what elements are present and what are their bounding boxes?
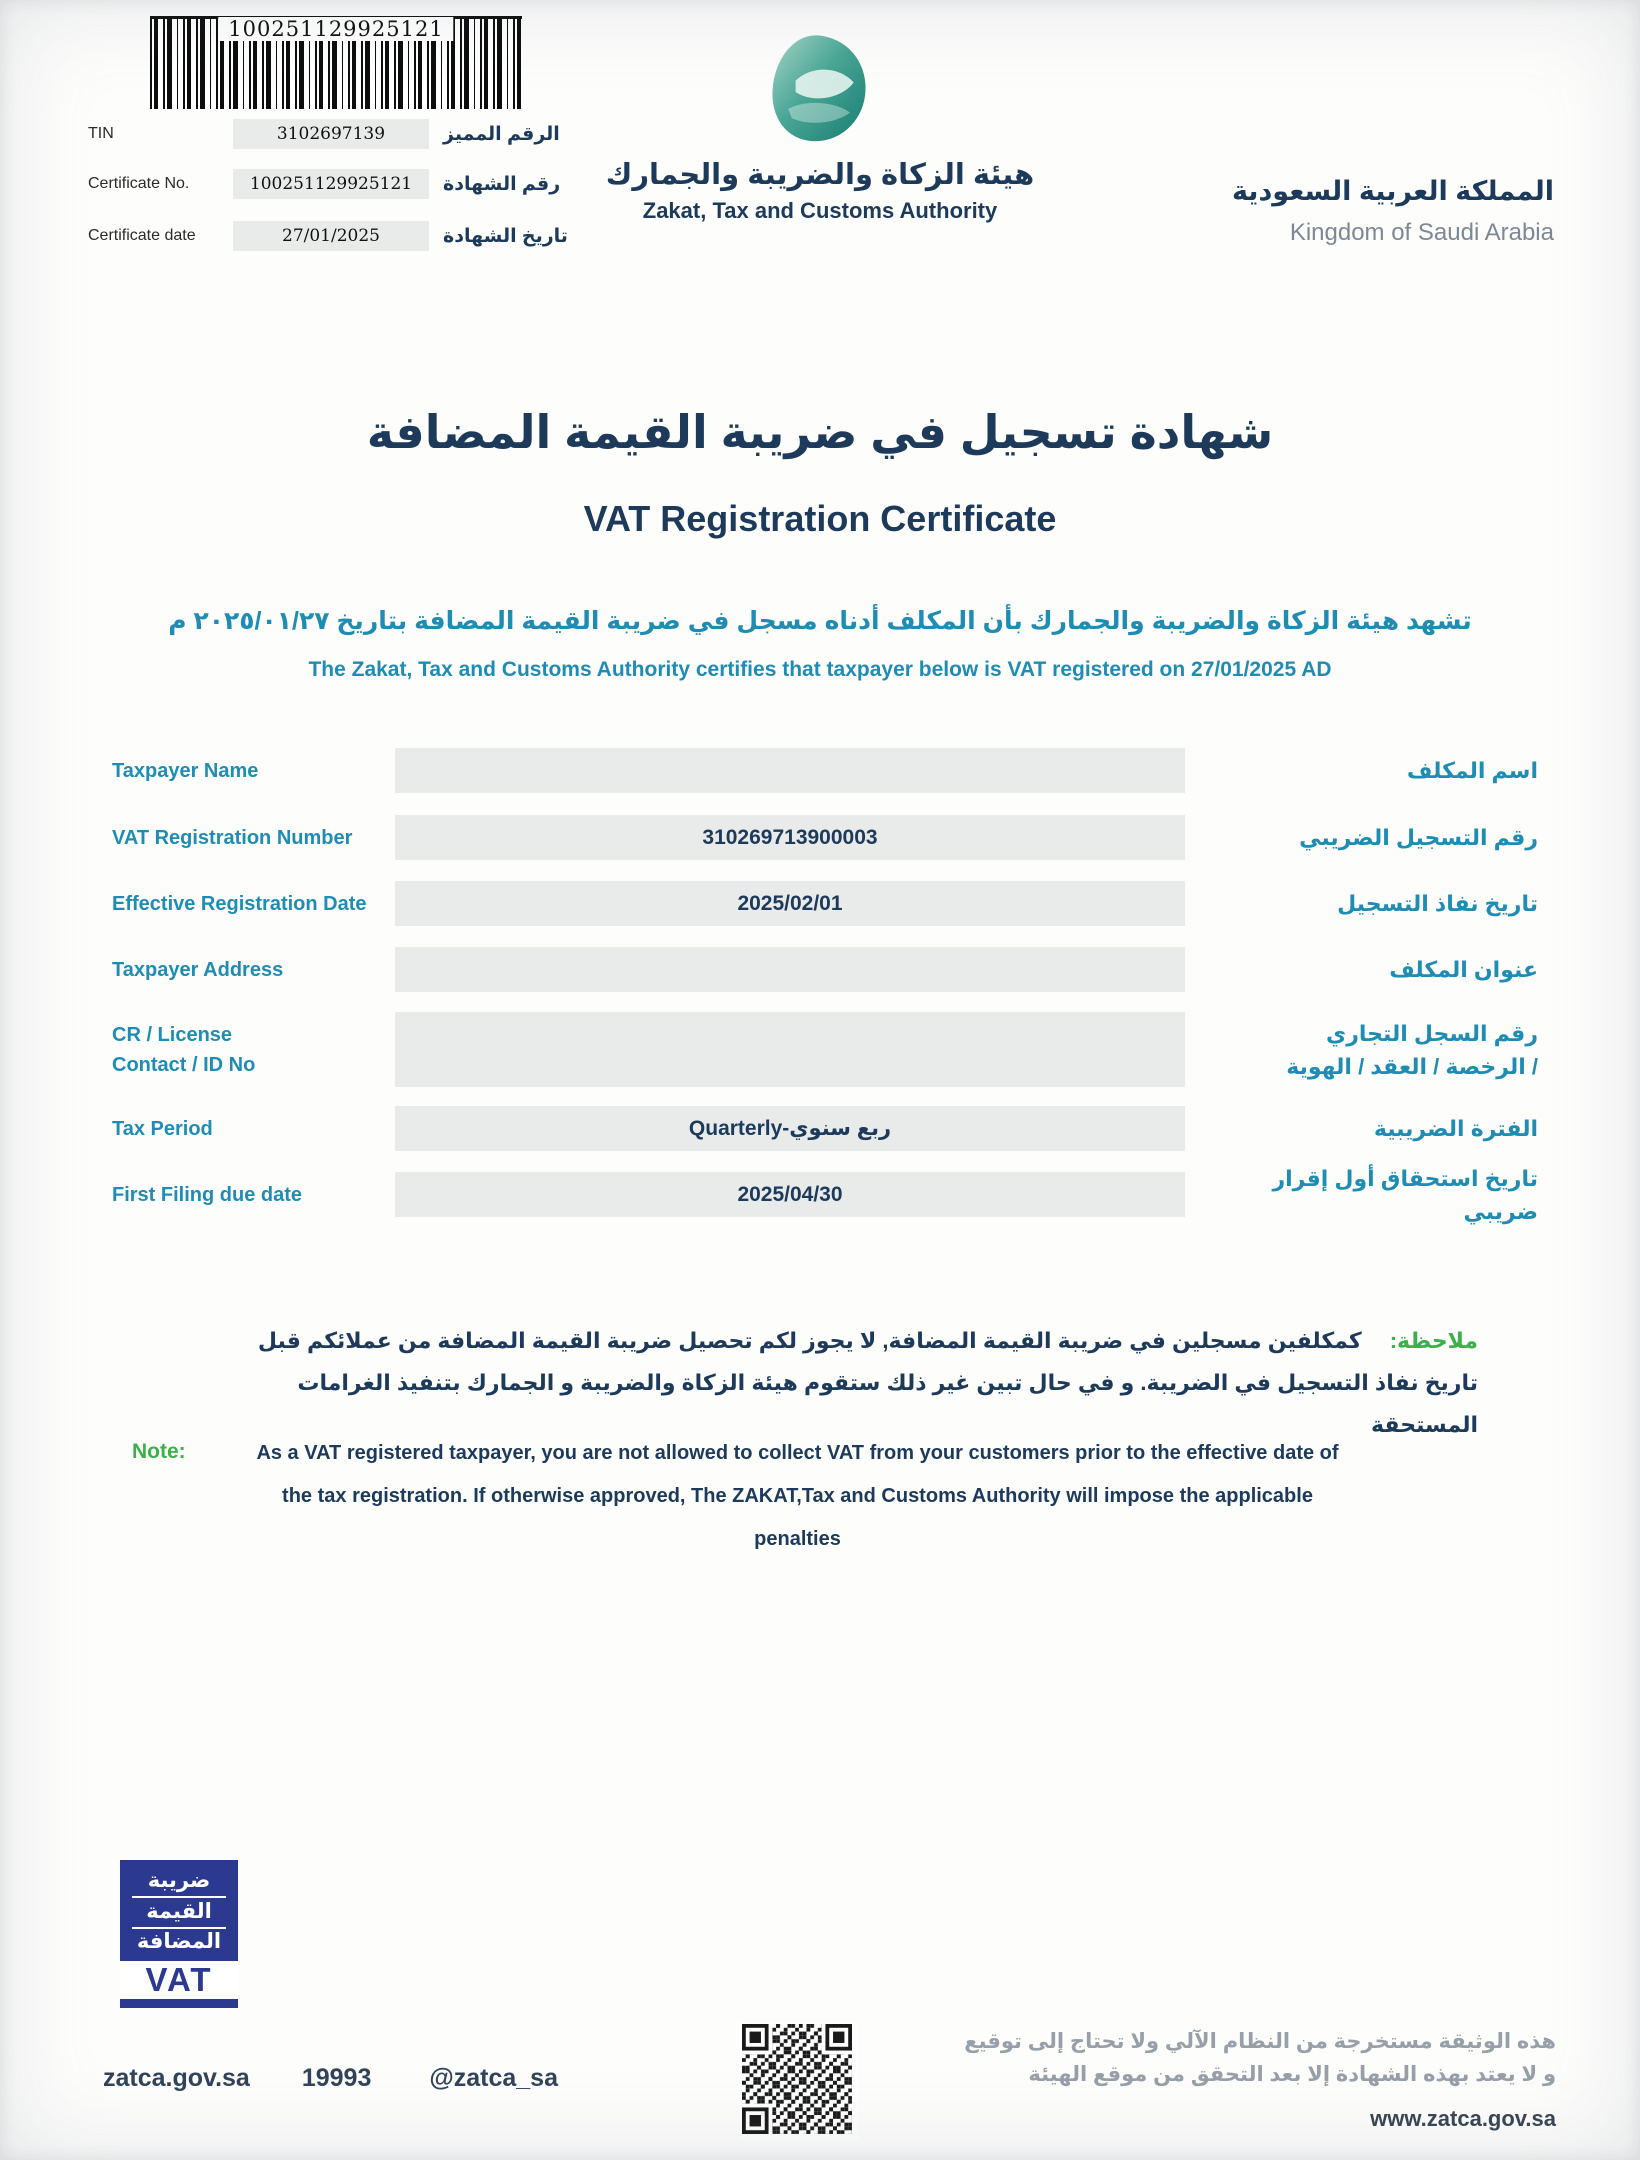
footer-contacts xyxy=(103,2064,558,2093)
field-label-ar-line1: رقم التسجيل الضريبي xyxy=(1299,825,1538,850)
certification-statement-ar: تشهد هيئة الزكاة والضريبة والجمارك بأن المكلف أدناه مسجل في ضريبة القيمة المضافة بتاريخ ٢٠٢٥/٠١/٢٧ م xyxy=(168,607,1472,635)
field-row-effective-date xyxy=(0,881,1640,926)
qr-code-icon xyxy=(742,2024,852,2134)
note-text-en: As a VAT registered taxpayer, you are not allowed to collect VAT from your customers prior to the effective date of the tax registration. If otherwise approved, The ZAKAT,Tax and Customs Authority will impose the applicable penalties xyxy=(256,1442,1339,1550)
certificate-no-label-en: Certificate No. xyxy=(88,175,190,192)
note-text-ar: كمكلفين مسجلين في ضريبة القيمة المضافة, لا يجوز لكم تحصيل ضريبة القيمة المضافة من عملائكم قبل تاريخ نفاذ التسجيل في الضريبة. و في حال تبين غير ذلك ستقوم هيئة الزكاة والضريبة و الجمارك بتنفيذ الغرامات المستحقة xyxy=(257,1328,1478,1437)
field-label-en-line1: CR / License xyxy=(112,1023,233,1046)
authority-name-en: Zakat, Tax and Customs Authority xyxy=(642,198,998,223)
vat-badge-line1: ضريبة xyxy=(132,1868,226,1898)
field-label-ar xyxy=(1200,1106,1538,1151)
zatca-logo-block xyxy=(540,30,1100,224)
field-label-ar xyxy=(1200,1012,1538,1087)
vat-badge-line2: القيمة xyxy=(132,1899,226,1929)
field-value xyxy=(395,1012,1185,1087)
field-label-en xyxy=(112,947,387,992)
field-label-en xyxy=(112,1012,387,1087)
certificate-date-row xyxy=(88,220,568,252)
certificate-date-value: 27/01/2025 xyxy=(233,221,429,251)
barcode-number: 100251129925121 xyxy=(218,17,453,41)
field-row-taxpayer-address xyxy=(0,947,1640,992)
vat-badge-line3: المضافة xyxy=(136,1929,222,1953)
field-value xyxy=(395,748,1185,793)
note-arabic xyxy=(210,1320,1478,1445)
field-label-ar xyxy=(1200,1165,1538,1224)
footer-site: zatca.gov.sa xyxy=(103,2064,250,2092)
field-label-en-line1: Taxpayer Address xyxy=(112,958,284,981)
field-label-ar xyxy=(1200,748,1538,793)
field-label-en-line1: First Filing due date xyxy=(112,1183,303,1206)
field-label-ar-line1: عنوان المكلف xyxy=(1389,957,1538,982)
field-row-cr-license xyxy=(0,1012,1640,1087)
field-row-vat-number xyxy=(0,815,1640,860)
kingdom-name-ar: المملكة العربية السعودية xyxy=(1231,176,1554,206)
field-label-ar-line1: الفترة الضريبية xyxy=(1373,1116,1538,1141)
certificate-date-label-en: Certificate date xyxy=(88,227,196,244)
note-label-ar: ملاحظة: xyxy=(1389,1328,1478,1353)
tin-row xyxy=(88,118,560,150)
disclaimer-arabic xyxy=(964,2026,1556,2091)
certificate-date-label-ar: تاريخ الشهادة xyxy=(443,225,568,247)
certificate-title-en: VAT Registration Certificate xyxy=(583,498,1057,539)
field-label-en-line1: Tax Period xyxy=(112,1117,213,1140)
qr-finder-bottom-left xyxy=(742,2104,772,2134)
field-label-ar-line2: / الرخصة / العقد / الهوية xyxy=(1286,1053,1538,1079)
footer-social-handle: @zatca_sa xyxy=(429,2064,558,2092)
field-label-ar xyxy=(1200,881,1538,926)
note-label-en: Note: xyxy=(132,1440,186,1463)
vat-badge-icon xyxy=(120,1860,238,2008)
field-value: 310269713900003 xyxy=(395,815,1185,860)
field-value: 2025/02/01 xyxy=(395,881,1185,926)
field-label-en xyxy=(112,815,387,860)
kingdom-name-en: Kingdom of Saudi Arabia xyxy=(1289,219,1554,246)
field-label-ar-line1: اسم المكلف xyxy=(1406,758,1538,783)
field-label-ar-line1: رقم السجل التجاري xyxy=(1326,1020,1538,1046)
field-row-taxpayer-name xyxy=(0,748,1640,793)
field-label-en-line1: VAT Registration Number xyxy=(112,826,353,849)
field-label-en-line1: Effective Registration Date xyxy=(112,892,367,915)
field-label-ar-line2: ضريبي xyxy=(1463,1198,1538,1224)
certificate-title-ar: شهادة تسجيل في ضريبة القيمة المضافة xyxy=(366,406,1274,458)
certificate-no-label-ar: رقم الشهادة xyxy=(443,173,561,195)
barcode xyxy=(150,16,522,109)
field-label-en xyxy=(112,881,387,926)
field-row-tax-period xyxy=(0,1106,1640,1151)
field-value: 2025/04/30 xyxy=(395,1172,1185,1217)
qr-finder-top-left xyxy=(742,2024,772,2054)
footer-phone: 19993 xyxy=(301,2064,372,2092)
disclaimer-line1: هذه الوثيقة مستخرجة من النظام الآلي ولا تحتاج إلى توقيع xyxy=(964,2030,1556,2053)
qr-finder-top-right xyxy=(822,2024,852,2054)
vat-badge-arabic xyxy=(120,1860,238,1961)
field-label-en xyxy=(112,748,387,793)
field-label-en-line1: Taxpayer Name xyxy=(112,759,259,782)
certificate-no-row xyxy=(88,168,560,200)
field-label-en-line2: Contact / ID No xyxy=(112,1053,256,1076)
authority-name-ar: هيئة الزكاة والضريبة والجمارك xyxy=(605,159,1035,191)
field-label-en xyxy=(112,1106,387,1151)
zatca-leaf-logo-icon xyxy=(763,30,877,152)
field-label-ar xyxy=(1200,815,1538,860)
website-url: www.zatca.gov.sa xyxy=(1370,2106,1556,2131)
field-value: Quarterly-ربع سنوي xyxy=(395,1106,1185,1151)
certificate-no-value: 100251129925121 xyxy=(233,169,429,199)
field-label-en xyxy=(112,1172,387,1217)
field-label-ar xyxy=(1200,947,1538,992)
tin-label-en: TIN xyxy=(88,125,114,142)
certification-statement-en: The Zakat, Tax and Customs Authority certifies that taxpayer below is VAT registered on 27/01/2025 AD xyxy=(308,658,1332,681)
kingdom-block xyxy=(1232,176,1554,247)
field-value xyxy=(395,947,1185,992)
tin-label-ar: الرقم المميز xyxy=(443,123,560,145)
tin-value: 3102697139 xyxy=(233,119,429,149)
field-label-ar-line1: تاريخ استحقاق أول إقرار xyxy=(1272,1165,1538,1191)
qr-code-block xyxy=(740,2022,858,2140)
disclaimer-line2: و لا يعتد بهذه الشهادة إلا بعد التحقق من موقع الهيئة xyxy=(1028,2062,1556,2086)
field-label-ar-line1: تاريخ نفاذ التسجيل xyxy=(1337,891,1538,916)
vat-badge-vat-text: VAT xyxy=(120,1961,238,1999)
field-row-first-filing xyxy=(0,1165,1640,1224)
